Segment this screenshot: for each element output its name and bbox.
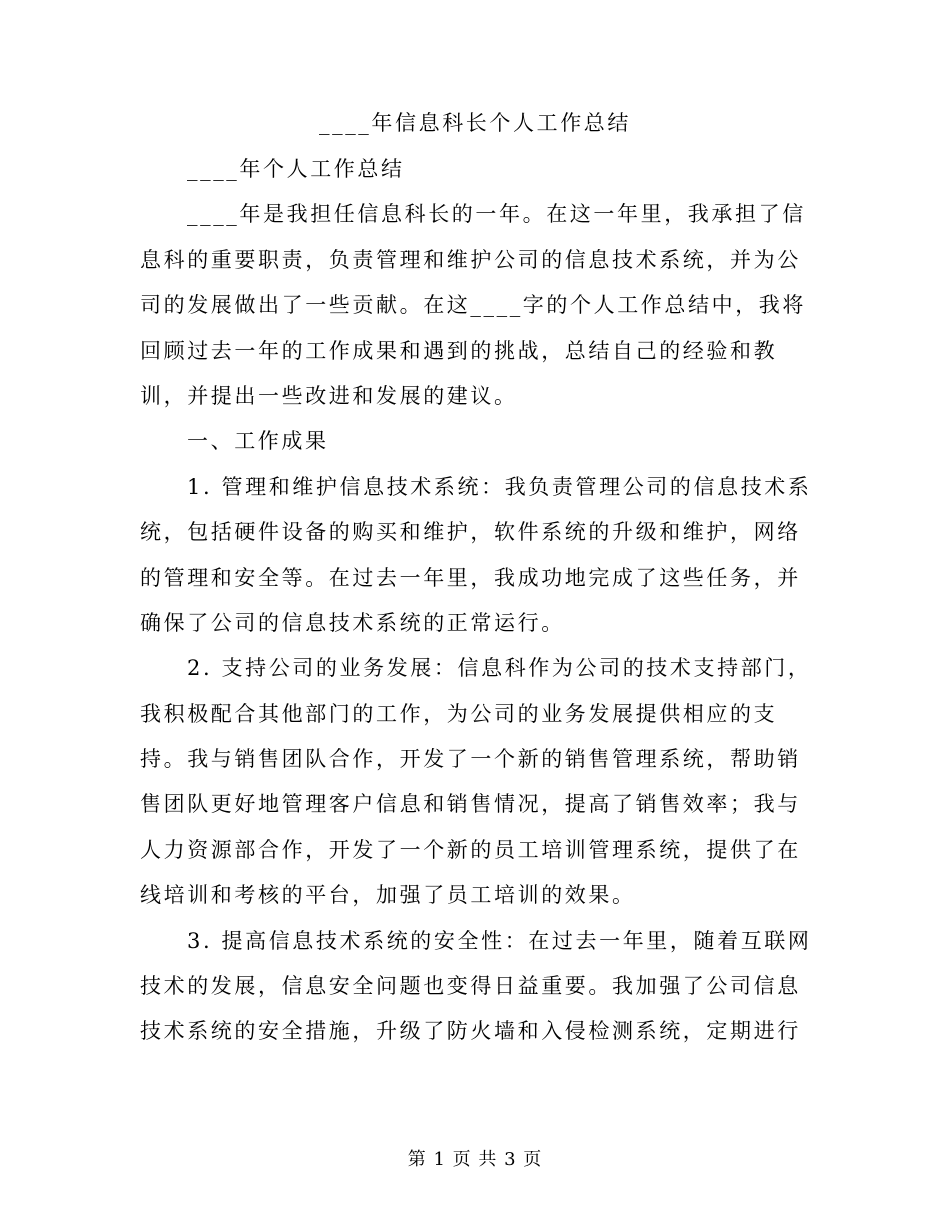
paragraph-line: 训，并提出一些改进和发展的建议。: [140, 383, 518, 408]
paragraph-line: 售团队更好地管理客户信息和销售情况，提高了销售效率；我与: [140, 792, 801, 817]
section-heading-block: [140, 419, 830, 464]
section-heading: 一、工作成果: [187, 429, 329, 454]
list-item-3: [140, 919, 830, 1055]
paragraph-line: 技术系统的安全措施，升级了防火墙和入侵检测系统，定期进行: [140, 1019, 801, 1044]
paragraph-line: 统，包括硬件设备的购买和维护，软件系统的升级和维护，网络: [140, 520, 801, 545]
intro-paragraph: [140, 192, 830, 419]
paragraph-line: ____年是我担任信息科长的一年。在这一年里，我承担了信: [187, 202, 806, 227]
paragraph-line: 司的发展做出了一些贡献。在这____字的个人工作总结中，我将: [140, 293, 806, 318]
paragraph-line: 2. 支持公司的业务发展：信息科作为公司的技术支持部门，: [187, 656, 812, 681]
paragraph-line: 息科的重要职责，负责管理和维护公司的信息技术系统，并为公: [140, 247, 801, 272]
paragraph-line: 线培训和考核的平台，加强了员工培训的效果。: [140, 883, 636, 908]
paragraph-line: 人力资源部合作，开发了一个新的员工培训管理系统，提供了在: [140, 837, 801, 862]
paragraph-line: 回顾过去一年的工作成果和遇到的挑战，总结自己的经验和教: [140, 338, 778, 363]
list-item-1: [140, 465, 830, 647]
document-body: [140, 147, 830, 1055]
paragraph-line: 的管理和安全等。在过去一年里，我成功地完成了这些任务，并: [140, 565, 801, 590]
paragraph-line: 我积极配合其他部门的工作，为公司的业务发展提供相应的支: [140, 701, 778, 726]
paragraph-line: 确保了公司的信息技术系统的正常运行。: [140, 610, 565, 635]
page-number-footer: 第 1 页 共 3 页: [407, 1149, 543, 1170]
paragraph-line: 1. 管理和维护信息技术系统：我负责管理公司的信息技术系: [187, 474, 812, 499]
paragraph-line: 3. 提高信息技术系统的安全性：在过去一年里，随着互联网: [187, 928, 812, 953]
paragraph-line: 技术的发展，信息安全问题也变得日益重要。我加强了公司信息: [140, 974, 801, 999]
document-title: ____年信息科长个人工作总结: [319, 111, 631, 135]
paragraph-line: 持。我与销售团队合作，开发了一个新的销售管理系统，帮助销: [140, 747, 801, 772]
heading-block: [140, 147, 830, 192]
document-heading: ____年个人工作总结: [187, 157, 405, 181]
list-item-2: [140, 646, 830, 918]
